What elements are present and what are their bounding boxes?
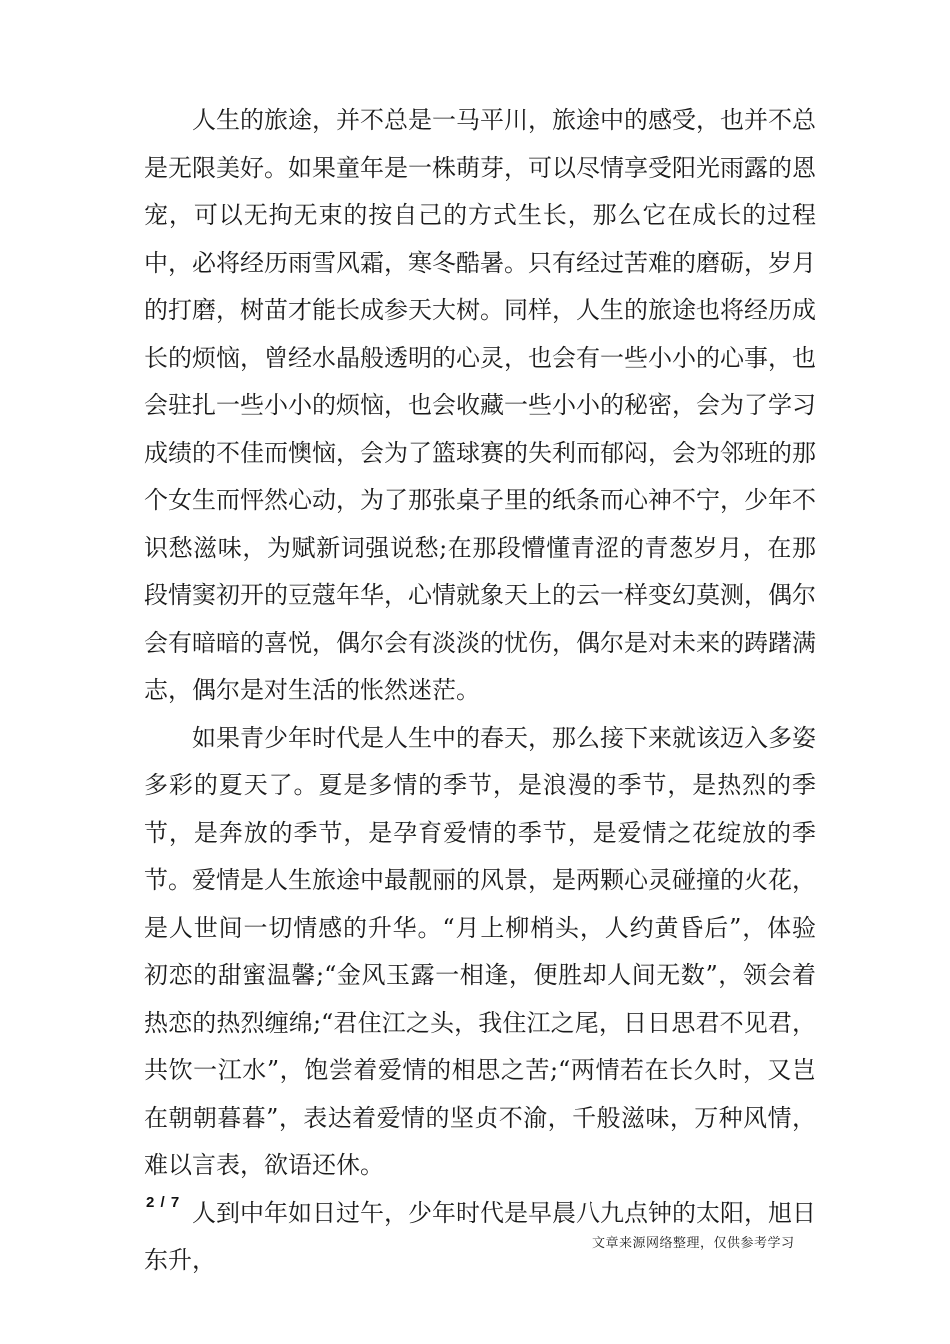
source-note: 文章来源网络整理，仅供参考学习 xyxy=(592,1236,795,1251)
page-number: 2 / 7 xyxy=(146,1194,181,1211)
paragraph-3: 人到中年如日过午，少年时代是早晨八九点钟的太阳，旭日东升， xyxy=(144,1198,816,1274)
paragraph-1: 人生的旅途，并不总是一马平川，旅途中的感受，也并不总是无限美好。如果童年是一株萌芽，可以尽情享受阳光雨露的恩宠，可以无拘无束的按自己的方式生长，那么它在成长的过程中，必将经历雨雪风霜，寒冬酷暑。只有经过苦难的磨砺，岁月的打磨，树苗才能长成参天大树。同样，人生的旅途也将经历成长的烦恼，曾经水晶般透明的心灵，也会有一些小小的心事，也会驻扎一些小小的烦恼，也会收藏一些小小的秘密，会为了学习成绩的不佳而懊恼，会为了篮球赛的失利而郁闷，会为邻班的那个女生而怦然心动，为了那张桌子里的纸条而心神不宁，少年不识愁滋味，为赋新词强说愁;在那段懵懂青涩的青葱岁月，在那段情窦初开的豆蔻年华，心情就象天上的云一样变幻莫测，偶尔会有暗暗的喜悦，偶尔会有淡淡的忧伤，偶尔是对未来的踌躇满志，偶尔是对生活的怅然迷茫。 xyxy=(144,106,816,704)
article-body xyxy=(144,97,816,1285)
paragraph-2: 如果青少年时代是人生中的春天，那么接下来就该迈入多姿多彩的夏天了。夏是多情的季节，是浪漫的季节，是热烈的季节，是奔放的季节，是孕育爱情的季节，是爱情之花绽放的季节。爱情是人生旅途中最靓丽的风景，是两颗心灵碰撞的火花，是人世间一切情感的升华。“月上柳梢头，人约黄昏后”，体验初恋的甜蜜温馨;“金风玉露一相逢，便胜却人间无数”，领会着热恋的热烈缠绵;“君住江之头，我住江之尾，日日思君不见君，共饮一江水”，饱尝着爱情的相思之苦;“两情若在长久时，又岂在朝朝暮暮”，表达着爱情的坚贞不渝，千般滋味，万种风情，难以言表，欲语还休。 xyxy=(144,723,816,1179)
